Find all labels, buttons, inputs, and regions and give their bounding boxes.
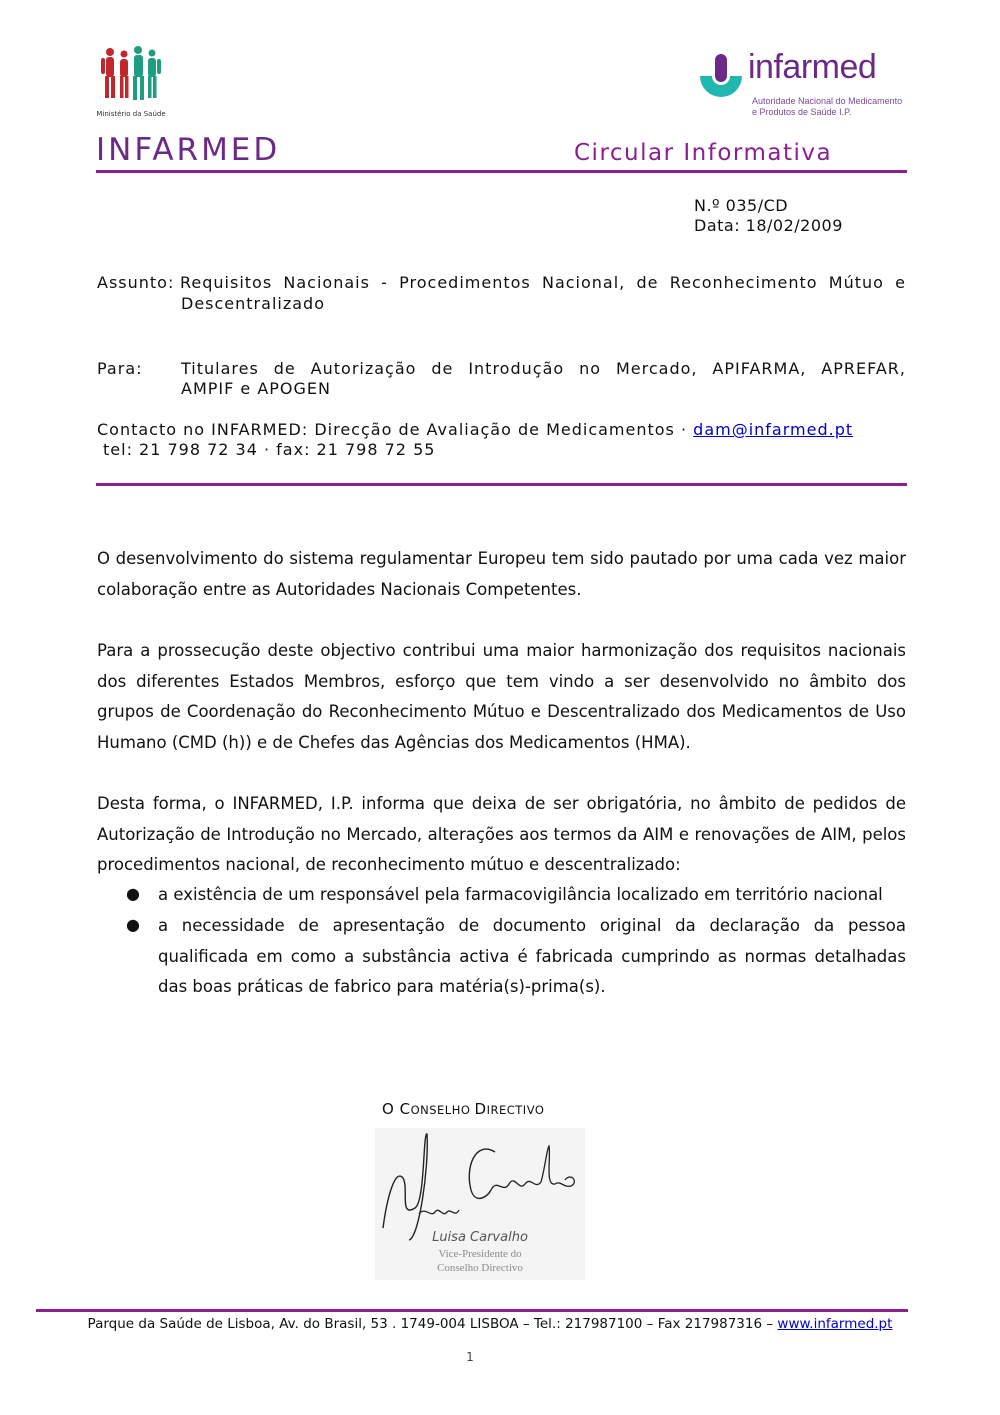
subject-label: Assunto: [97,273,175,292]
infarmed-logo-wordmark: infarmed [748,48,877,86]
contact-line [97,420,853,439]
board-heading-c: C [399,1100,411,1118]
footer-website-link[interactable]: www.infarmed.pt [777,1316,893,1332]
signatory-role-1: Vice-Presidente do [438,1248,522,1260]
board-heading-irectivo: IRECTIVO [486,1103,545,1117]
ministry-caption: Ministério da Saúde [96,110,166,118]
paragraph-3: Desta forma, o INFARMED, I.P. informa que deixa de ser obrigatória, no âmbito de pedidos de Autorização de Introdução no Mercado, alterações aos termos da AIM e renovações de AIM, pelos procedimentos nacional, de reconhecimento mútuo e descentralizado: [97,794,906,874]
board-heading-onselho: ONSELHO [410,1103,475,1117]
footer-divider [36,1309,908,1312]
paragraph-2: Para a prossecução deste objectivo contribui uma maior harmonização dos requisitos nacionais dos diferentes Estados Membros, esforço que tem vindo a ser desenvolvido no âmbito dos grupos de Coordenação do Reconhecimento Mútuo e Descentralizado dos Medicamentos de Uso Humano (CMD (h)) e de Chefes das Agências dos Medicamentos (HMA). [97,641,906,752]
board-heading-o: O [382,1100,400,1118]
contact-divider [96,483,907,486]
bullet-dot-icon: ● [126,884,140,903]
contact-phones: tel: 21 798 72 34 · fax: 21 798 72 55 [103,440,436,459]
page-number: 1 [466,1350,474,1364]
subject-line-2: Descentralizado [181,294,325,313]
bullet-item-1: a existência de um responsável pela farmacovigilância localizado em território nacional [158,885,883,904]
board-heading-d: D [474,1100,487,1118]
contact-text: Contacto no INFARMED: Direcção de Avaliação de Medicamentos · [97,420,694,439]
bullet-dot-icon: ● [126,915,140,934]
recipients-line-1: Titulares de Autorização de Introdução no Mercado, APIFARMA, APREFAR, [181,359,906,378]
infarmed-logo-subtitle-2: e Produtos de Saúde I.P. [752,107,852,117]
board-heading [382,1100,544,1118]
infarmed-emblem-icon [696,52,746,102]
circular-number: N.º 035/CD [694,196,789,215]
signature-stamp [375,1128,585,1280]
footer-address [40,1316,940,1332]
header-divider [96,170,907,173]
circular-date: Data: 18/02/2009 [694,216,843,235]
signatory-name: Luisa Carvalho [432,1230,528,1245]
footer-text: Parque da Saúde de Lisboa, Av. do Brasil, 53 . 1749-004 LISBOA – Tel.: 217987100 – Fax 217987316 – [87,1316,778,1332]
infarmed-logo-subtitle-1: Autoridade Nacional do Medicamento [752,96,903,106]
document-type: Circular Informativa [574,140,833,166]
signatory-role-2: Conselho Directivo [437,1262,523,1274]
subject-line-1: Requisitos Nacionais - Procedimentos Nacional, de Reconhecimento Mútuo e [180,273,906,292]
infarmed-logo [696,48,903,120]
recipients-label: Para: [97,359,143,378]
contact-email-link[interactable]: dam@infarmed.pt [693,420,854,439]
bullet-item-2: a necessidade de apresentação de documento original da declaração da pessoa qualificada em como a substância activa é fabricada cumprindo as normas detalhadas das boas práticas de fabrico para matéria(s)-prima(s). [158,916,906,996]
paragraph-1: O desenvolvimento do sistema regulamentar Europeu tem sido pautado por uma cada vez maior colaboração entre as Autoridades Nacionais Competentes. [97,549,906,599]
recipients-line-2: AMPIF e APOGEN [181,379,331,398]
brand-title: INFARMED [96,132,281,168]
